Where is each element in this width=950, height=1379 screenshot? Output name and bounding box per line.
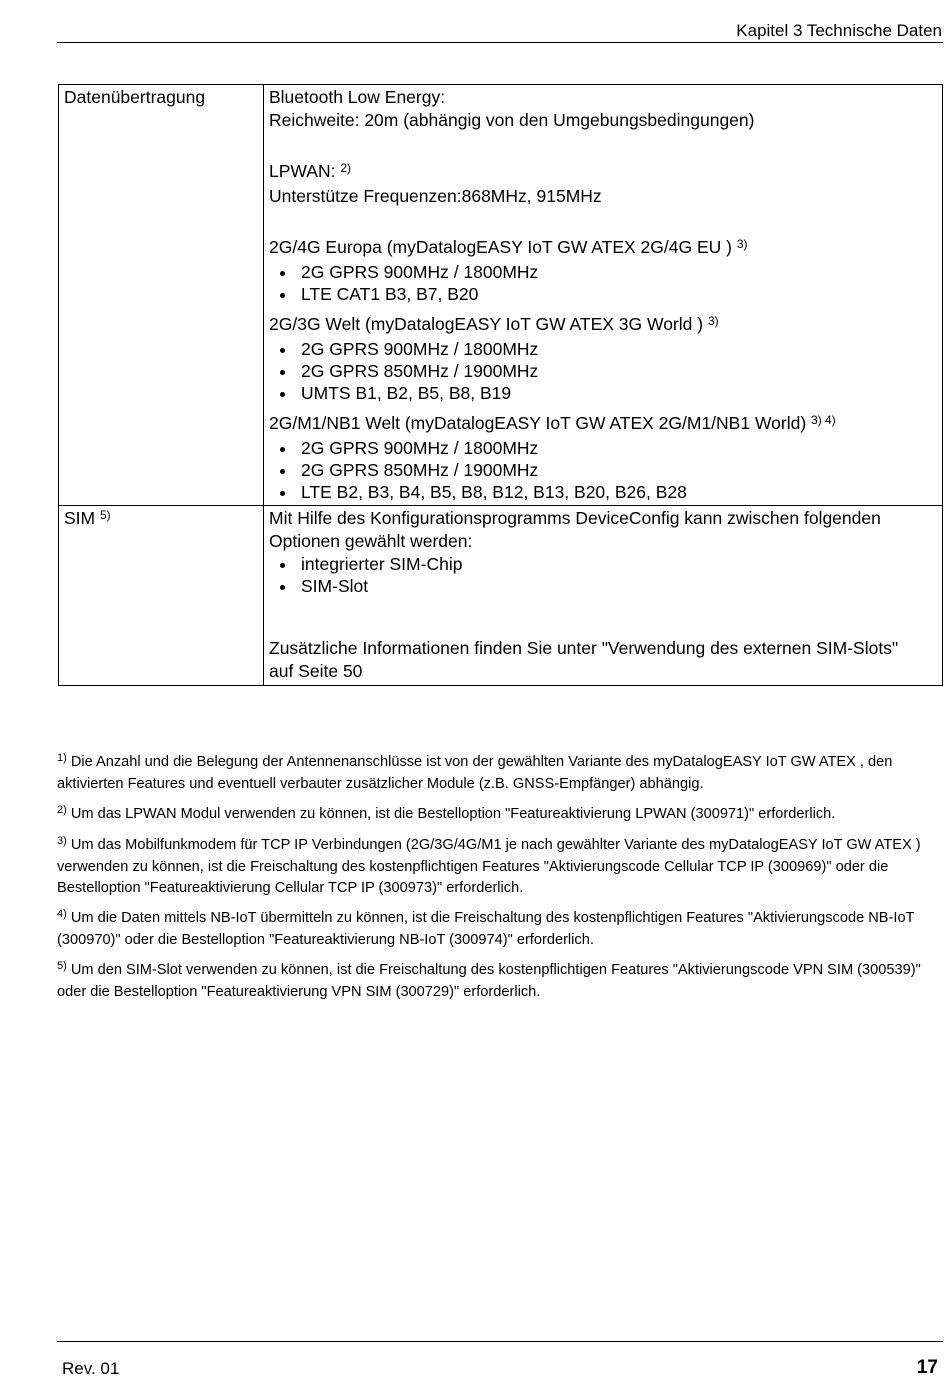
- footnote-ref: 3): [736, 237, 748, 251]
- sim-intro-line-2: Optionen gewählt werden:: [269, 531, 473, 551]
- footnotes: [57, 752, 937, 1012]
- footnote-number: 2): [57, 804, 67, 816]
- sim-intro-line-1: Mit Hilfe des Konfigurationsprogramms DeviceConfig kann zwischen folgenden: [269, 508, 881, 528]
- footnote-text: Um die Daten mittels NB-IoT übermitteln zu können, ist die Freischaltung des kostenpflichtigen Features "Aktivierungscode NB-IoT (300970)" oder die Bestelloption "Featureaktivierung NB-IoT (300974)" erforderlich.: [57, 910, 915, 948]
- list-item: UMTS B1, B2, B5, B8, B19: [301, 382, 937, 404]
- row-label-sim: [59, 506, 264, 686]
- footnote-text: Um das Mobilfunkmodem für TCP IP Verbindungen (2G/3G/4G/M1 je nach gewählter Variante des myDatalogEASY IoT GW ATEX ) verwenden zu können, ist die Freischaltung des kostenpflichtigen Features "Aktivierungscode Cellular TCP IP (300969)" oder die Bestelloption "Featureaktivierung Cellular TCP IP (300973)" erforderlich.: [57, 837, 921, 896]
- world-3g-band-list: [269, 338, 937, 404]
- nb1-variant-title-text: 2G/M1/NB1 Welt (myDatalogEASY IoT GW ATEX 2G/M1/NB1 World): [269, 413, 812, 433]
- world-3g-variant-title: [269, 313, 937, 338]
- footnote-text: Um das LPWAN Modul verwenden zu können, ist die Bestelloption "Featureaktivierung LPWAN (300971)" erforderlich.: [70, 806, 836, 822]
- technical-data-table: [58, 84, 943, 686]
- nb1-variant-title: [269, 412, 937, 437]
- ble-range: Reichweite: 20m (abhängig von den Umgebungsbedingungen): [269, 110, 755, 130]
- page-number: 17: [916, 1357, 938, 1378]
- sim-more-info-line-1: Zusätzliche Informationen finden Sie unter "Verwendung des externen SIM-Slots": [269, 638, 899, 658]
- lpwan-title-text: LPWAN:: [269, 161, 341, 181]
- eu-band-list: [269, 261, 937, 305]
- list-item: SIM-Slot: [301, 575, 937, 597]
- eu-variant-title: [269, 236, 937, 261]
- list-item: 2G GPRS 850MHz / 1900MHz: [301, 459, 937, 481]
- list-item: 2G GPRS 900MHz / 1800MHz: [301, 338, 937, 360]
- row-label-data-transfer: [59, 85, 264, 506]
- lpwan-frequencies: Unterstütze Frequenzen:868MHz, 915MHz: [269, 186, 602, 206]
- footnote-2: [57, 804, 937, 826]
- footnote-number: 5): [57, 960, 67, 972]
- footer-divider: [57, 1341, 943, 1342]
- footnote-5: [57, 960, 937, 1003]
- footnote-text: Um den SIM-Slot verwenden zu können, ist die Freischaltung des kostenpflichtigen Features "Aktivierungscode VPN SIM (300539)" oder die Bestelloption "Featureaktivierung VPN SIM (300729)" erforderlich.: [57, 962, 921, 1000]
- footnote-ref: 5): [99, 508, 111, 522]
- table-row-sim: [59, 506, 943, 686]
- table-row-data-transfer: [59, 85, 943, 506]
- world-3g-variant-title-text: 2G/3G Welt (myDatalogEASY IoT GW ATEX 3G World ): [269, 314, 708, 334]
- list-item: integrierter SIM-Chip: [301, 553, 937, 575]
- sim-more-info-line-2: auf Seite 50: [269, 661, 363, 681]
- header-divider: [57, 42, 943, 43]
- list-item: 2G GPRS 850MHz / 1900MHz: [301, 360, 937, 382]
- footnote-4: [57, 908, 937, 951]
- row-content-sim: [264, 506, 943, 686]
- footnote-3: [57, 835, 937, 899]
- footnote-text: Die Anzahl und die Belegung der Antennenanschlüsse ist von der gewählten Variante des myDatalogEASY IoT GW ATEX , den aktivierten Features und eventuell verbauter zusätzlicher Module (z.B. GNSS-Empfänger) abhängig.: [57, 754, 893, 792]
- list-item: LTE B2, B3, B4, B5, B8, B12, B13, B20, B26, B28: [301, 481, 937, 503]
- footnote-number: 1): [57, 752, 67, 764]
- list-item: 2G GPRS 900MHz / 1800MHz: [301, 437, 937, 459]
- footnote-ref: 3): [707, 314, 719, 328]
- list-item: LTE CAT1 B3, B7, B20: [301, 283, 937, 305]
- ble-title: Bluetooth Low Energy:: [269, 87, 446, 107]
- row-label-text: Datenübertragung: [64, 87, 206, 107]
- footnote-1: [57, 752, 937, 795]
- footnote-number: 4): [57, 908, 67, 920]
- revision-label: Rev. 01: [62, 1359, 120, 1378]
- chapter-title: Kapitel 3 Technische Daten: [736, 21, 942, 40]
- eu-variant-title-text: 2G/4G Europa (myDatalogEASY IoT GW ATEX 2G/4G EU ): [269, 237, 737, 257]
- footnote-ref: 3) 4): [811, 413, 836, 427]
- footnote-ref: 2): [340, 161, 351, 175]
- row-label-text: SIM: [64, 508, 100, 528]
- row-content-data-transfer: [264, 85, 943, 506]
- lpwan-title: [269, 160, 937, 185]
- list-item: 2G GPRS 900MHz / 1800MHz: [301, 261, 937, 283]
- sim-option-list: [269, 553, 937, 597]
- footnote-number: 3): [57, 835, 67, 847]
- nb1-band-list: [269, 437, 937, 503]
